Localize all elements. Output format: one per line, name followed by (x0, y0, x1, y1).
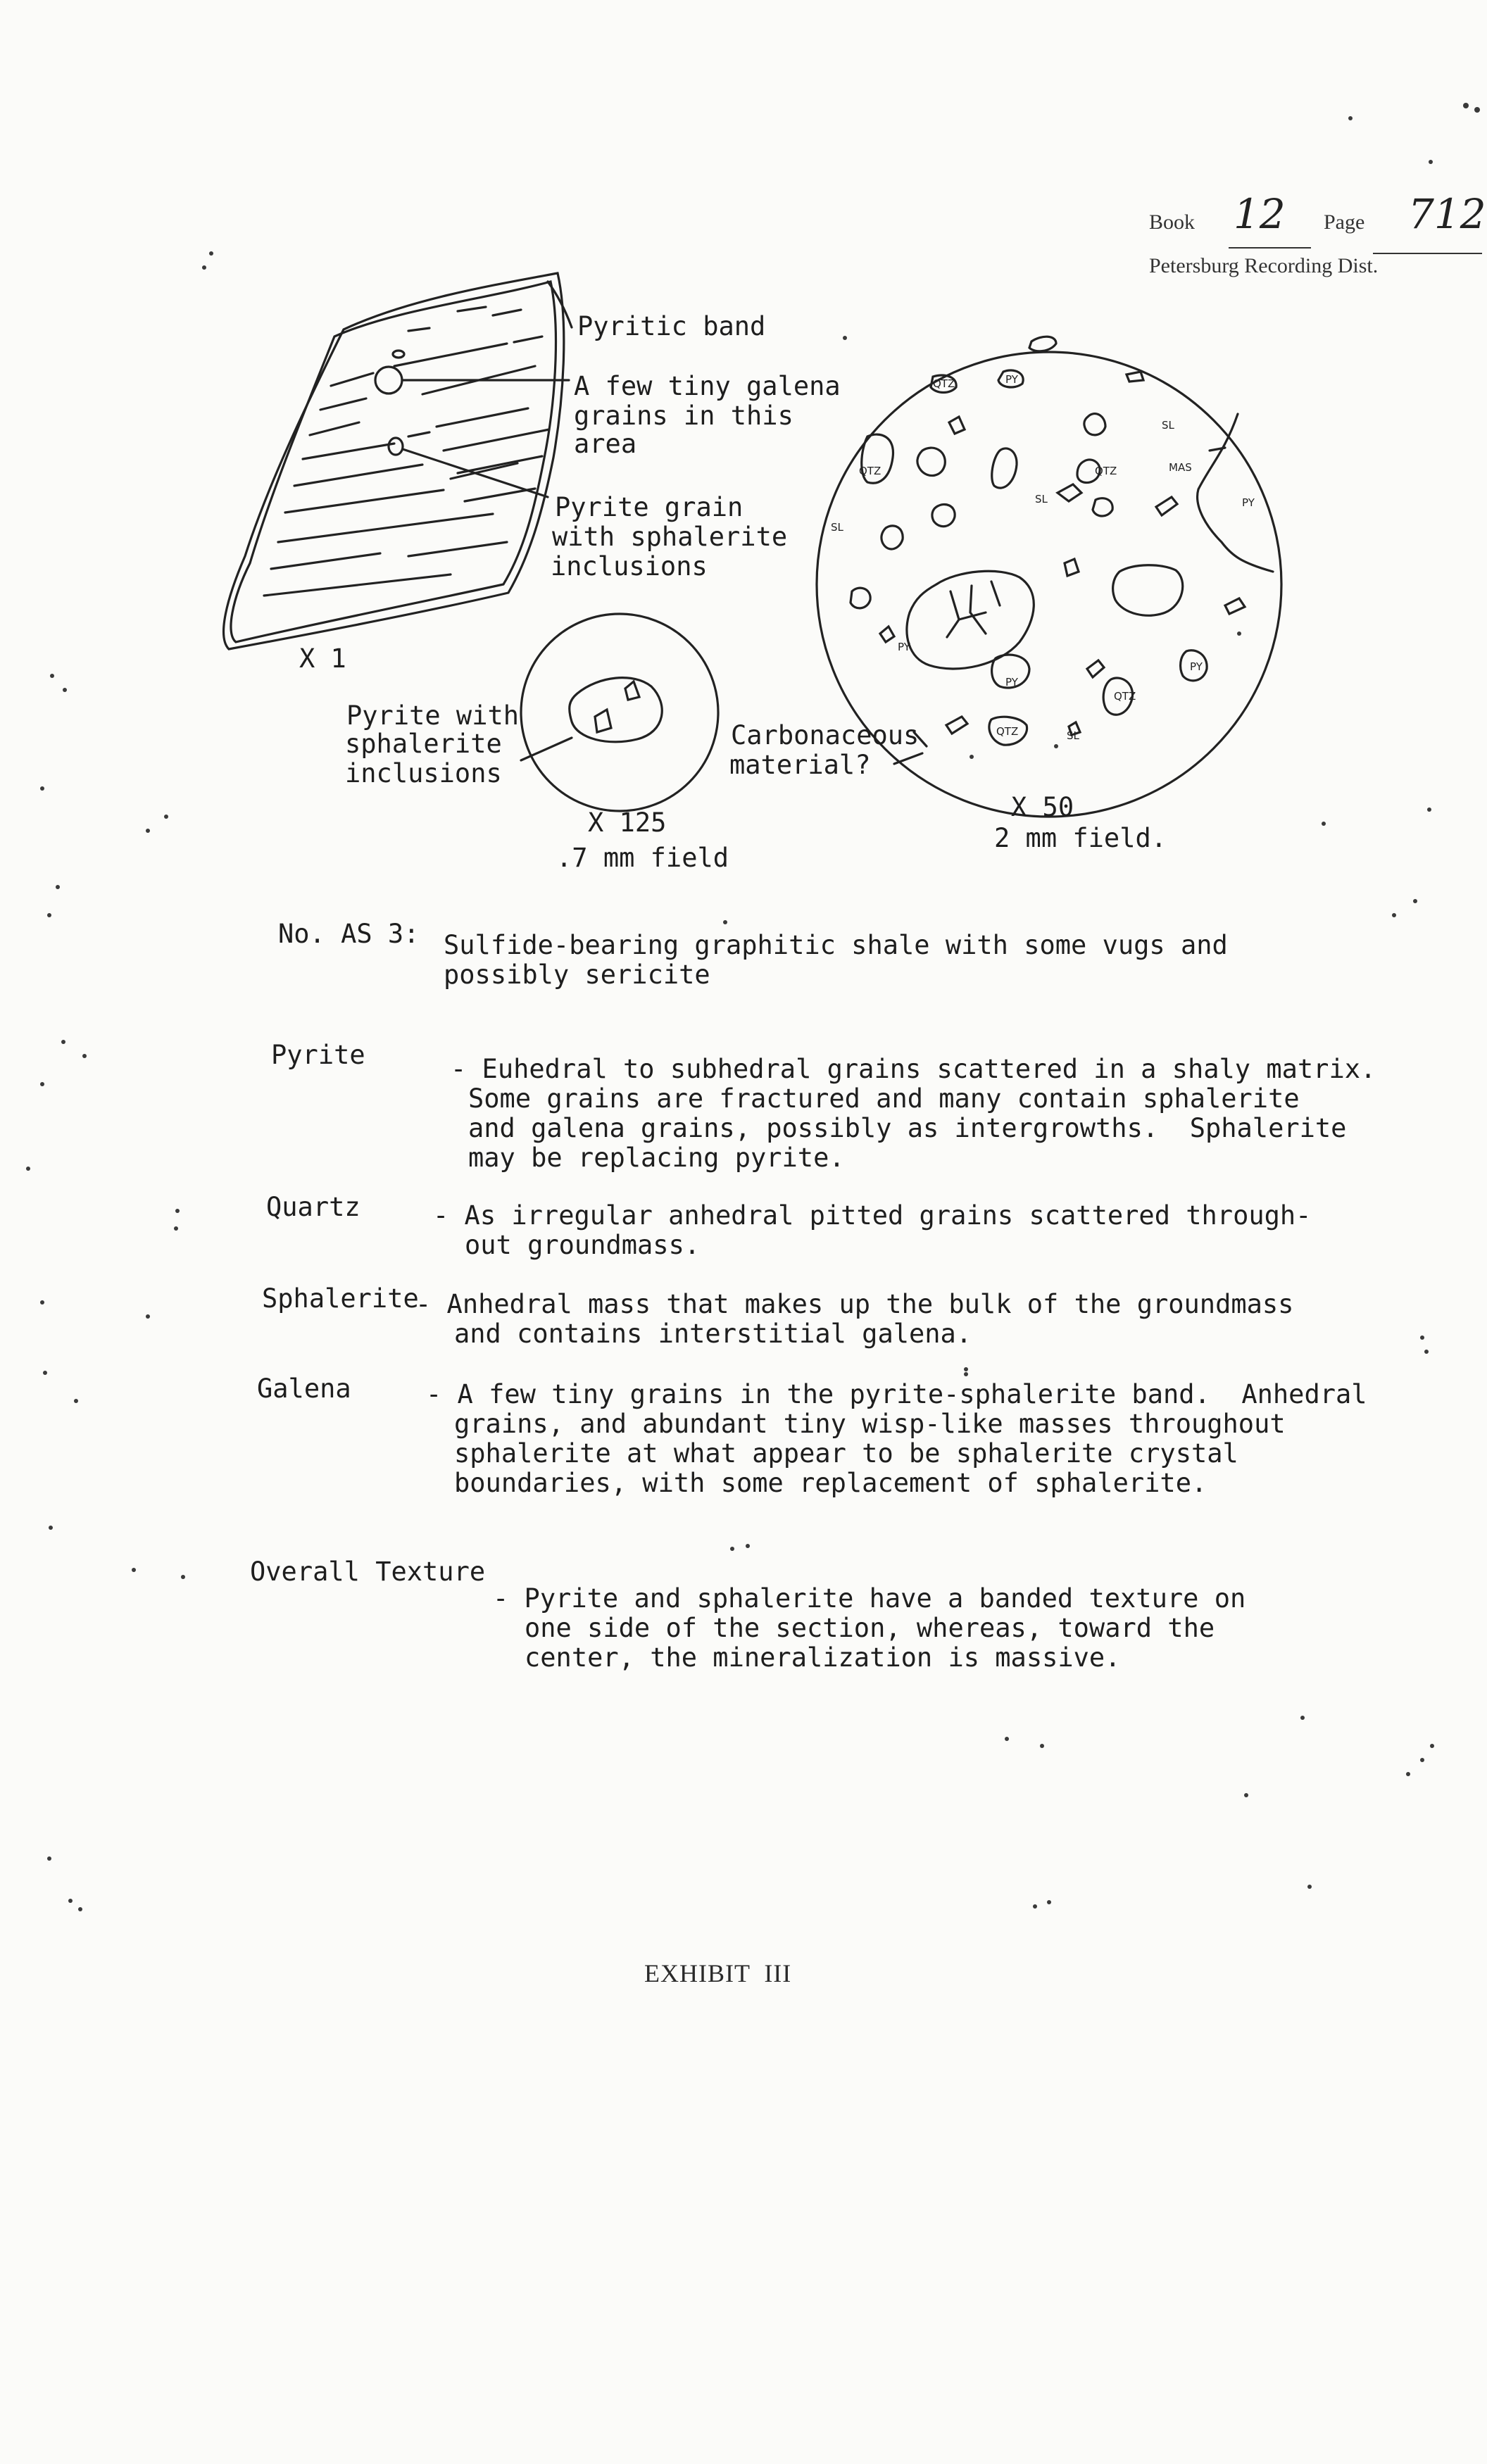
sample-number: No. AS 3: (278, 919, 420, 949)
label-magnification-x125: X 125 (588, 807, 667, 838)
code-qtz: QTZ (859, 465, 881, 477)
label-pyrite-with-2: sphalerite (345, 729, 502, 759)
label-pyrite-grain-2: with sphalerite (552, 522, 788, 552)
code-py: PY (898, 641, 910, 653)
code-sl: SL (1162, 419, 1174, 432)
code-py: PY (1005, 676, 1018, 689)
x125-field-circle (521, 614, 718, 811)
mineral-line: Some grains are fractured and many contain sphalerite (468, 1083, 1300, 1114)
mineral-line: - Euhedral to subhedral grains scattered in a shaly matrix. (451, 1054, 1376, 1084)
mineral-name: Overall Texture (250, 1557, 486, 1587)
stamp-book-number: 12 (1234, 190, 1286, 238)
code-qtz: QTZ (996, 725, 1019, 738)
mineral-line: may be replacing pyrite. (468, 1143, 845, 1173)
label-carbonaceous-2: material? (729, 750, 871, 780)
label-pyrite-grain-3: inclusions (551, 551, 708, 582)
code-sl: SL (1035, 493, 1048, 505)
mineral-line: out groundmass. (465, 1230, 701, 1260)
exhibit-label: EXHIBIT III (644, 1959, 792, 1987)
stamp-page-number: 712 (1408, 190, 1486, 238)
mineral-line: and contains interstitial galena. (454, 1319, 972, 1349)
label-pyrite-grain-1: Pyrite grain (555, 492, 744, 522)
code-py: PY (1242, 496, 1255, 509)
mineral-line: - Pyrite and sphalerite have a banded texture on (493, 1583, 1246, 1614)
mineral-line: - Anhedral mass that makes up the bulk of the groundmass (415, 1289, 1294, 1319)
code-qtz: QTZ (1095, 465, 1117, 477)
label-pyritic-band: Pyritic band (577, 311, 766, 341)
mineral-name: Quartz (266, 1192, 360, 1222)
mineral-line: - As irregular anhedral pitted grains scattered through- (433, 1200, 1312, 1231)
code-sl: SL (1067, 729, 1079, 742)
mineral-line: and galena grains, possibly as intergrowths. Sphalerite (468, 1113, 1347, 1143)
label-galena-3: area (574, 429, 637, 459)
mineral-line: sphalerite at what appear to be sphalerite crystal (454, 1438, 1238, 1469)
sample-description-1: Sulfide-bearing graphitic shale with some vugs and (444, 930, 1228, 960)
code-py: PY (1190, 660, 1203, 673)
mineral-line: one side of the section, whereas, toward the (525, 1613, 1215, 1643)
code-sl: SL (831, 521, 843, 534)
stamp-page-label: Page (1324, 210, 1365, 234)
mineral-line: center, the mineralization is massive. (525, 1642, 1121, 1673)
code-mas: MAS (1169, 461, 1192, 474)
label-pyrite-with-1: Pyrite with (346, 700, 520, 731)
stamp-book-label: Book (1149, 210, 1196, 234)
label-pyrite-with-3: inclusions (345, 758, 502, 788)
stamp-district: Petersburg Recording Dist. (1149, 254, 1379, 277)
label-carbonaceous-1: Carbonaceous (731, 720, 920, 750)
mineral-name: Pyrite (271, 1040, 365, 1070)
label-galena-1: A few tiny galena (574, 371, 841, 401)
hand-specimen-sketch (224, 273, 572, 649)
code-py: PY (1005, 373, 1018, 386)
mineral-line: grains, and abundant tiny wisp-like masses throughout (454, 1409, 1286, 1439)
label-magnification-x1: X 1 (299, 643, 346, 674)
mineral-line: boundaries, with some replacement of sphalerite. (454, 1468, 1207, 1498)
label-field-07mm: .7 mm field (556, 843, 729, 873)
label-field-2mm: 2 mm field. (994, 823, 1167, 853)
sample-description-2: possibly sericite (444, 960, 710, 990)
mineral-name: Galena (257, 1374, 351, 1404)
label-galena-2: grains in this (574, 401, 793, 431)
mineral-line: - A few tiny grains in the pyrite-sphalerite band. Anhedral (426, 1379, 1367, 1409)
label-magnification-x50: X 50 (1011, 792, 1074, 822)
code-qtz: QTZ (1114, 690, 1136, 703)
mineral-name: Sphalerite (262, 1283, 419, 1314)
code-qtz: QTZ (933, 377, 955, 390)
